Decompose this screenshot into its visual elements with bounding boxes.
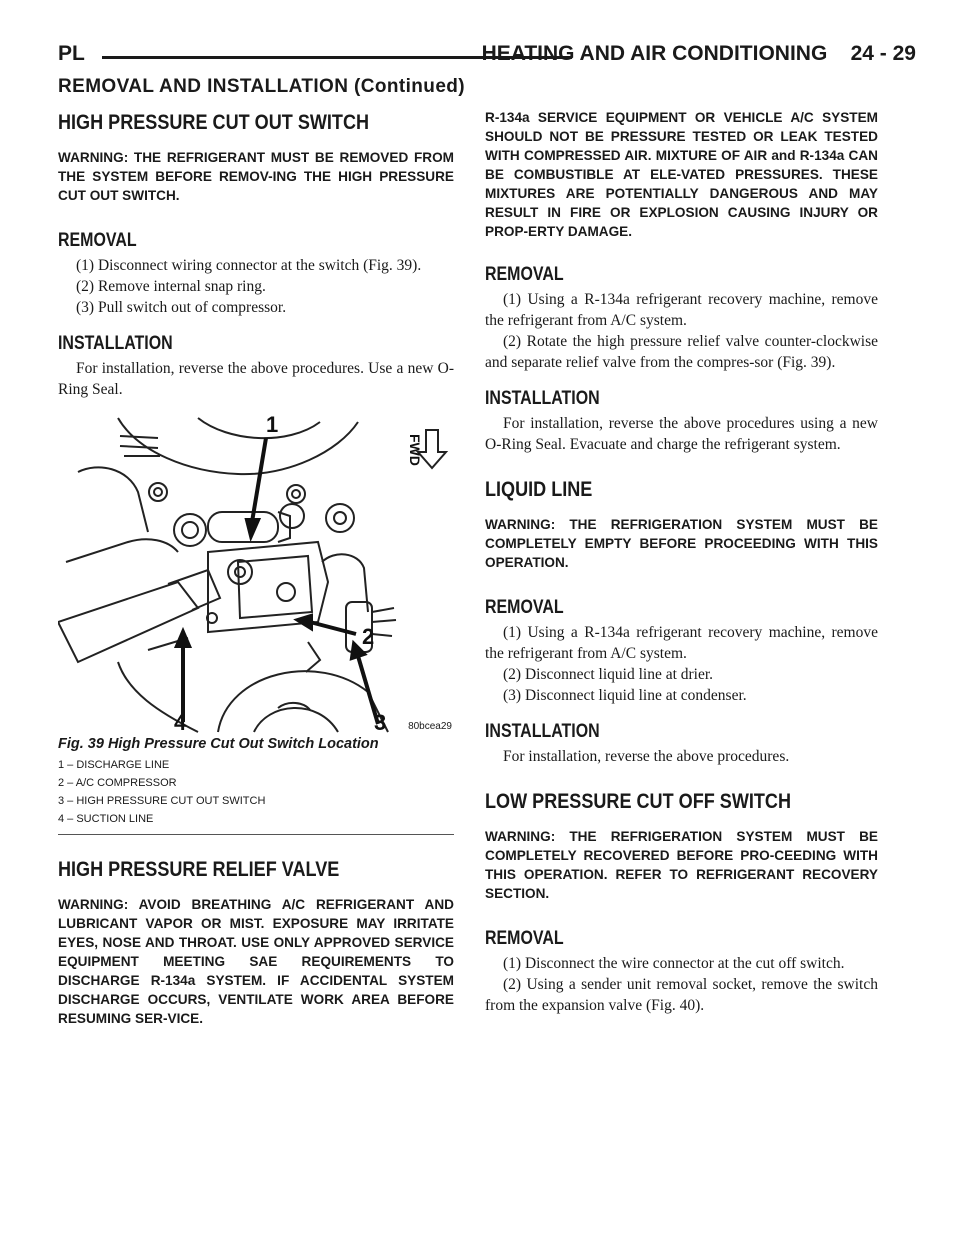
figure-id: 80bcea29: [408, 721, 452, 732]
callout-4: 4: [174, 710, 187, 734]
relief-install-title: INSTALLATION: [485, 388, 600, 409]
liquid-step-3: (3) Disconnect liquid line at condenser.: [503, 687, 747, 704]
hp-relief-warning: WARNING: AVOID BREATHING A/C REFRIGERANT AND LUBRICANT VAPOR OR MIST. EXPOSURE MAY IRRITATE EYES, NOSE AND THROAT. USE ONLY APPROVED SERVICE EQUIPMENT MEETING SAE REQUIREMENTS TO DISCHARGE R-134a SYSTEM. IF ACCIDENTAL SYSTEM DISCHARGE OCCURS, VENTILATE WORK AREA BEFORE RESUMING SER-VICE.: [58, 897, 454, 1026]
liquid-line-warning: WARNING: THE REFRIGERATION SYSTEM MUST BE COMPLETELY EMPTY BEFORE PROCEEDING WITH THIS OPERATION.: [485, 517, 878, 570]
lp-cutoff-removal-title: REMOVAL: [485, 928, 564, 949]
legend-item-3: 3 – HIGH PRESSURE CUT OUT SWITCH: [58, 795, 266, 807]
lp-cutoff-warning: WARNING: THE REFRIGERATION SYSTEM MUST BE COMPLETELY RECOVERED BEFORE PRO-CEEDING WITH THIS OPERATION. REFER TO REFRIGERANT RECOVERY SECTION.: [485, 829, 878, 901]
hp-cutout-warning: WARNING: THE REFRIGERANT MUST BE REMOVED FROM THE SYSTEM BEFORE REMOV-ING THE HIGH PRESSURE CUT OUT SWITCH.: [58, 150, 454, 203]
hp-cutout-step-3: (3) Pull switch out of compressor.: [76, 299, 287, 316]
relief-removal-title: REMOVAL: [485, 264, 564, 285]
lp-cutoff-title: LOW PRESSURE CUT OFF SWITCH: [485, 790, 792, 813]
lp-cutoff-step-1: (1) Disconnect the wire connector at the cut off switch.: [503, 955, 845, 972]
fwd-label: FWD: [407, 434, 423, 466]
header-right: HEATING AND AIR CONDITIONING 24 - 29: [481, 42, 916, 65]
liquid-install-title: INSTALLATION: [485, 721, 600, 742]
relief-step-1: (1) Using a R-134a refrigerant recovery machine, remove the refrigerant from A/C system.: [485, 291, 878, 329]
liquid-removal-title: REMOVAL: [485, 597, 564, 618]
relief-install-text: For installation, reverse the above procedures using a new O-Ring Seal. Evacuate and charge the refrigerant system.: [485, 415, 878, 453]
legend-item-4: 4 – SUCTION LINE: [58, 813, 154, 825]
hp-cutout-removal-title: REMOVAL: [58, 230, 137, 251]
figure-caption: Fig. 39 High Pressure Cut Out Switch Location: [58, 736, 379, 752]
callout-3: 3: [374, 710, 387, 734]
continued-heading: REMOVAL AND INSTALLATION (Continued): [58, 76, 466, 97]
compressor-illustration: [58, 412, 454, 734]
hp-relief-title: HIGH PRESSURE RELIEF VALVE: [58, 858, 340, 881]
relief-step-2: (2) Rotate the high pressure relief valve counter-clockwise and separate relief valve from the compres-sor (Fig. 39).: [485, 333, 878, 371]
relief-warning-continued: R-134a SERVICE EQUIPMENT OR VEHICLE A/C SYSTEM SHOULD NOT BE PRESSURE TESTED OR LEAK TESTED WITH COMPRESSED AIR. MIXTURE OF AIR and R-134a CAN BE COMBUSTIBLE AT ELE-VATED PRESSURES. THESE MIXTURES ARE POTENTIALLY DANGEROUS AND MAY RESULT IN FIRE OR EXPLOSION CAUSING INJURY OR PROP-ERTY DAMAGE.: [485, 110, 878, 239]
liquid-step-1: (1) Using a R-134a refrigerant recovery machine, remove the refrigerant from A/C system.: [485, 624, 878, 662]
hp-cutout-step-1: (1) Disconnect wiring connector at the switch (Fig. 39).: [76, 257, 422, 274]
figure-39-illustration: [58, 412, 454, 734]
hp-cutout-install-text: For installation, reverse the above procedures. Use a new O-Ring Seal.: [58, 360, 454, 398]
right-column: [485, 108, 878, 1016]
header-left: PL: [58, 42, 85, 65]
hp-cutout-step-2: (2) Remove internal snap ring.: [76, 278, 266, 295]
callout-2: 2: [362, 624, 375, 649]
lp-cutoff-step-2: (2) Using a sender unit removal socket, remove the switch from the expansion valve (Fig. 40).: [485, 976, 878, 1014]
left-column: [58, 110, 454, 1028]
legend-item-2: 2 – A/C COMPRESSOR: [58, 777, 177, 789]
liquid-line-title: LIQUID LINE: [485, 478, 593, 501]
liquid-step-2: (2) Disconnect liquid line at drier.: [503, 666, 714, 683]
hp-cutout-title: HIGH PRESSURE CUT OUT SWITCH: [58, 111, 370, 134]
liquid-install-text: For installation, reverse the above procedures.: [503, 748, 790, 765]
legend-item-1: 1 – DISCHARGE LINE: [58, 759, 170, 771]
callout-1: 1: [266, 412, 279, 437]
hp-cutout-install-title: INSTALLATION: [58, 333, 173, 354]
page-header: [58, 42, 916, 72]
